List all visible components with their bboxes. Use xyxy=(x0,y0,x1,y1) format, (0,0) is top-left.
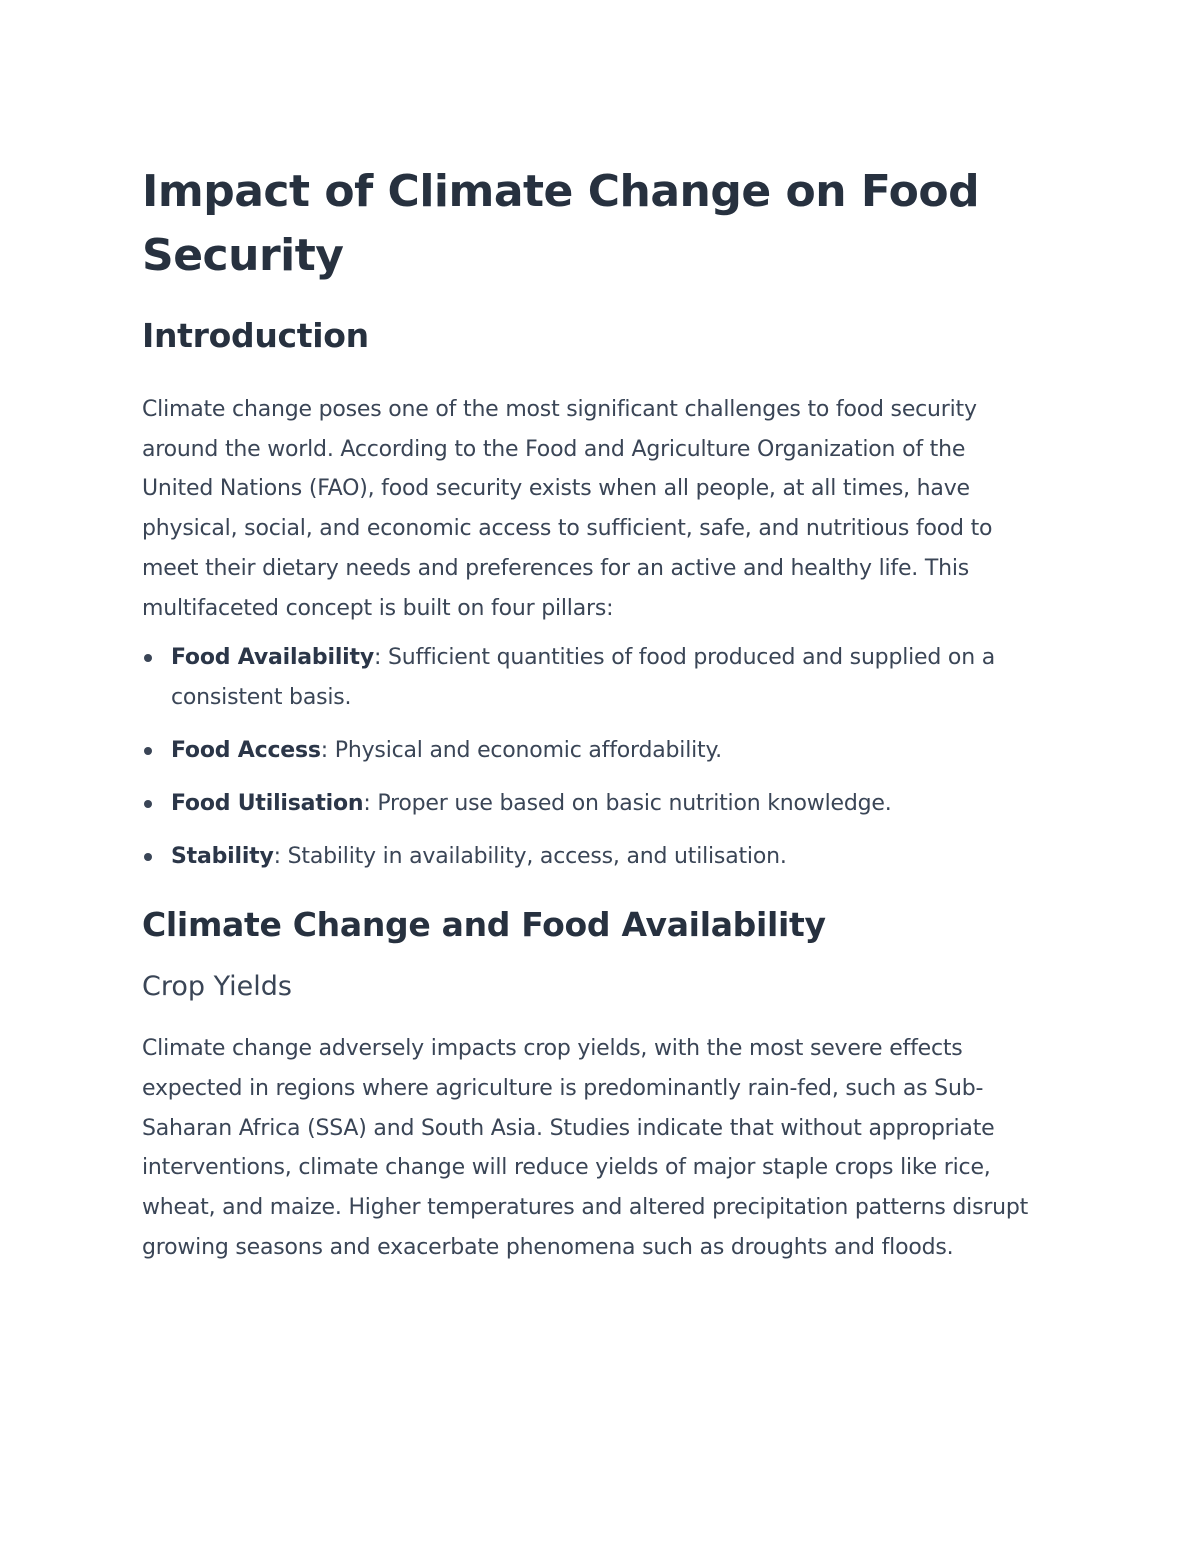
pillar-term: Stability xyxy=(171,844,274,870)
bullet-icon xyxy=(144,654,152,662)
document-page xyxy=(142,160,1042,1267)
list-item xyxy=(142,837,1042,877)
document-title: Impact of Climate Change on Food Security xyxy=(142,166,980,281)
pillar-term: Food Access xyxy=(171,738,321,764)
pillar-term: Food Utilisation xyxy=(171,791,364,817)
climate-change-availability-heading: Climate Change and Food Availability xyxy=(142,905,826,945)
pillar-description: : Sufficient quantities of food produced and supplied on a consistent basis. xyxy=(171,645,996,711)
pillar-description: : Physical and economic affordability. xyxy=(320,738,722,764)
pillar-description: : Proper use based on basic nutrition knowledge. xyxy=(363,791,892,817)
pillars-list xyxy=(142,638,1042,877)
bullet-icon xyxy=(144,800,152,808)
list-item xyxy=(142,784,1042,824)
introduction-paragraph: Climate change poses one of the most significant challenges to food security around the world. According to the Food and Agriculture Organization of the United Nations (FAO), food security exists when all people, at all times, have physical, social, and economic access to sufficient, safe, and nutritious food to meet their dietary needs and preferences for an active and healthy life. This multifaceted concept is built on four pillars: xyxy=(142,397,993,621)
list-item xyxy=(142,731,1042,771)
list-item xyxy=(142,638,1042,718)
introduction-heading: Introduction xyxy=(142,316,369,355)
crop-yields-subheading: Crop Yields xyxy=(142,971,292,1003)
bullet-icon xyxy=(144,853,152,861)
bullet-icon xyxy=(144,747,152,755)
crop-yields-paragraph: Climate change adversely impacts crop yields, with the most severe effects expected in regions where agriculture is predominantly rain-fed, such as Sub-Saharan Africa (SSA) and South Asia. Studies indicate that without appropriate interventions, climate change will reduce yields of major staple crops like rice, wheat, and maize. Higher temperatures and altered precipitation patterns disrupt growing seasons and exacerbate phenomena such as droughts and floods. xyxy=(142,1036,1029,1260)
pillar-description: : Stability in availability, access, and utilisation. xyxy=(273,844,787,870)
pillar-term: Food Availability xyxy=(171,645,374,671)
